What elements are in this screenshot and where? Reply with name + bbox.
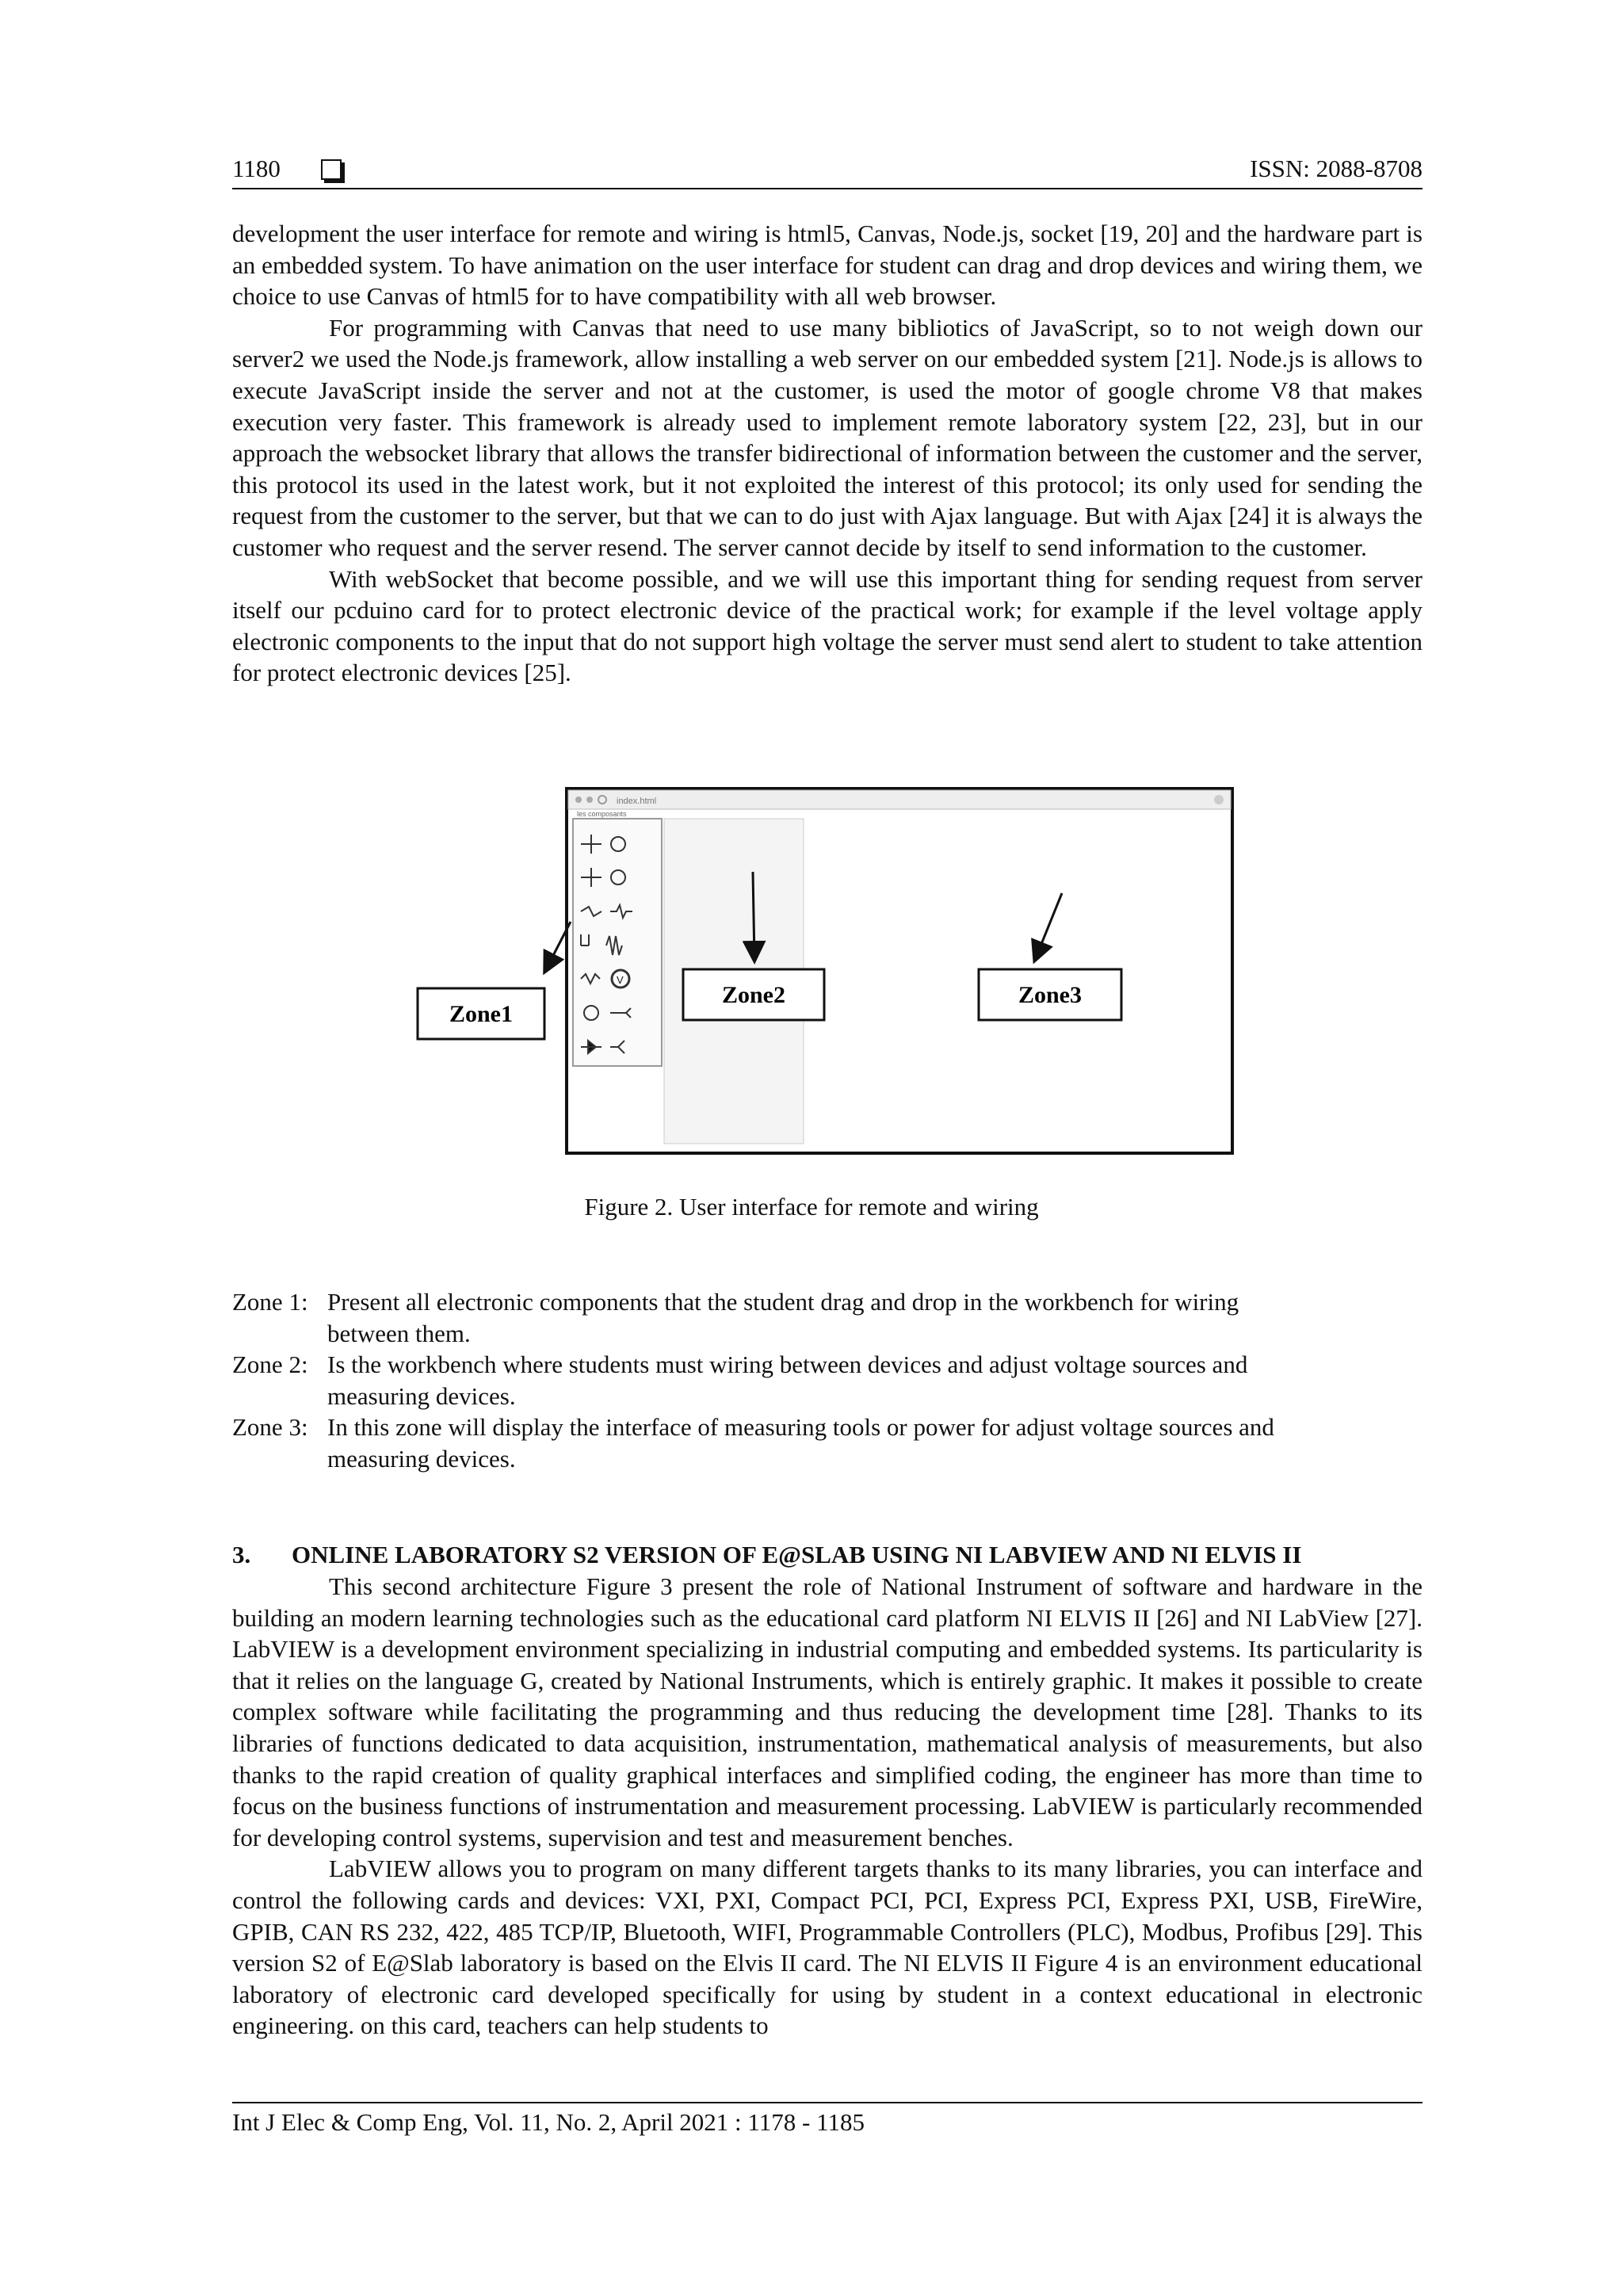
page-number: 1180	[232, 155, 281, 182]
zone-item-text: In this zone will display the interface of measuring tools or power for adjust voltage sources and	[327, 1413, 1274, 1442]
zone-item	[232, 1412, 1423, 1474]
figure-2	[412, 781, 1236, 1161]
zone-item-text: Present all electronic components that the student drag and drop in the workbench for wiring	[327, 1288, 1239, 1316]
footer-rule	[232, 2102, 1423, 2103]
paragraph: development the user interface for remote and wiring is html5, Canvas, Node.js, socket [19, 20] and the hardware part is an embedded system. To have animation on the user interface for student can drag and drop devices and wiring them, we choice to use Canvas of html5 for to have compatibility with all web browser.	[232, 220, 1423, 311]
zone2-arrow	[753, 872, 754, 960]
section-title: ONLINE LABORATORY S2 VERSION OF E@SLAB USING NI LABVIEW AND NI ELVIS II	[292, 1541, 1302, 1568]
zone-item-text-cont: measuring devices.	[327, 1381, 516, 1410]
zone-item	[232, 1349, 1423, 1412]
body-text-top	[232, 218, 1423, 689]
paragraph: With webSocket that become possible, and we will use this important thing for sending request from server itself our pcduino card for to protect electronic device of the practical work; for example if the level voltage apply electronic components to the input that do not support high voltage the server must send alert to student to take attention for protect electronic devices [25].	[232, 564, 1423, 687]
paragraph: For programming with Canvas that need to use many bibliotics of JavaScript, so to not weigh down our server2 we used the Node.js framework, allow installing a web server on our embedded system [21]. Node.js is allows to execute JavaScript inside the server and not at the customer, is used the motor of google chrome V8 that makes execution very faster. This framework is already used to implement remote laboratory system [22, 23], but in our approach the websocket library that allows the transfer bidirectional of information between the customer and the server, this protocol its used in the latest work, but it not exploited the interest of this protocol; its only used for sending the request from the customer to the server, but that we can to do just with Ajax language. But with Ajax [24] it is always the customer who request and the server resend. The server cannot decide by itself to send information to the customer.	[232, 313, 1423, 561]
zone3-label: Zone3	[1018, 982, 1083, 1008]
zone-item-label: Zone 1:	[232, 1288, 308, 1316]
menu-icon	[1214, 795, 1224, 804]
header-rule	[232, 188, 1423, 189]
zone-item-label: Zone 3:	[232, 1413, 308, 1442]
paragraph: This second architecture Figure 3 present the role of National Instrument of software and hardware in the building an modern learning technologies such as the educational card platform NI ELVIS II [26] and NI LabView [27]. LabVIEW is a development environment specializing in industrial computing and embedded systems. Its particularity is that it relies on the language G, created by National Instruments, which is entirely graphic. It makes it possible to create complex software while facilitating the programming and thus reducing the development time [28]. Thanks to its libraries of functions dedicated to data acquisition, instrumentation, mathematical analysis of measurements, but also thanks to the rapid creation of quality graphical interfaces and simplified coding, the engineer has more than time to focus on the business functions of instrumentation and measurement processing. LabVIEW is particularly recommended for developing control systems, supervision and test and measurement benches.	[232, 1572, 1423, 1851]
panel-title: les composants	[577, 810, 627, 818]
section-number: 3.	[232, 1541, 251, 1568]
paragraph: LabVIEW allows you to program on many different targets thanks to its many libraries, you can interface and control the following cards and devices: VXI, PXI, Compact PCI, PCI, Express PCI, Express PXI, USB, FireWire, GPIB, CAN RS 232, 422, 485 TCP/IP, Bluetooth, WIFI, Programmable Controllers (PLC), Modbus, Profibus [29]. This version S2 of E@Slab laboratory is based on the Elvis II card. The NI ELVIS II Figure 4 is an environment educational laboratory of electronic card developed specifically for using by student in a context educational in electronic engineering. on this card, teachers can help students to	[232, 1855, 1423, 2040]
section-heading	[232, 1539, 1301, 1571]
issn: ISSN: 2088-8708	[1250, 155, 1423, 182]
zone-item-text-cont: between them.	[327, 1319, 471, 1347]
body-text-bottom	[232, 1571, 1423, 2042]
figure-caption: Figure 2. User interface for remote and wiring	[584, 1193, 1039, 1221]
checkbox-square-icon	[321, 159, 342, 180]
zone-item-text-cont: measuring devices.	[327, 1444, 516, 1473]
url-text: index.html	[617, 797, 657, 806]
browser-toolbar	[568, 790, 1231, 809]
page-footer	[232, 2102, 1423, 2137]
footer-citation: Int J Elec & Comp Eng, Vol. 11, No. 2, April 2021 : 1178 - 1185	[232, 2108, 865, 2136]
page-header	[232, 153, 1423, 185]
zone-descriptions	[232, 1286, 1423, 1475]
zone-item-label: Zone 2:	[232, 1350, 308, 1379]
back-icon	[575, 797, 582, 803]
zone1-label: Zone1	[449, 1001, 514, 1027]
figure-2-diagram	[412, 781, 1236, 1161]
zone-item-text: Is the workbench where students must wiring between devices and adjust voltage sources and	[327, 1350, 1248, 1379]
zone2-label: Zone2	[721, 982, 786, 1008]
svg-text:V: V	[617, 974, 624, 986]
forward-icon	[586, 797, 593, 803]
zone-item	[232, 1286, 1423, 1349]
